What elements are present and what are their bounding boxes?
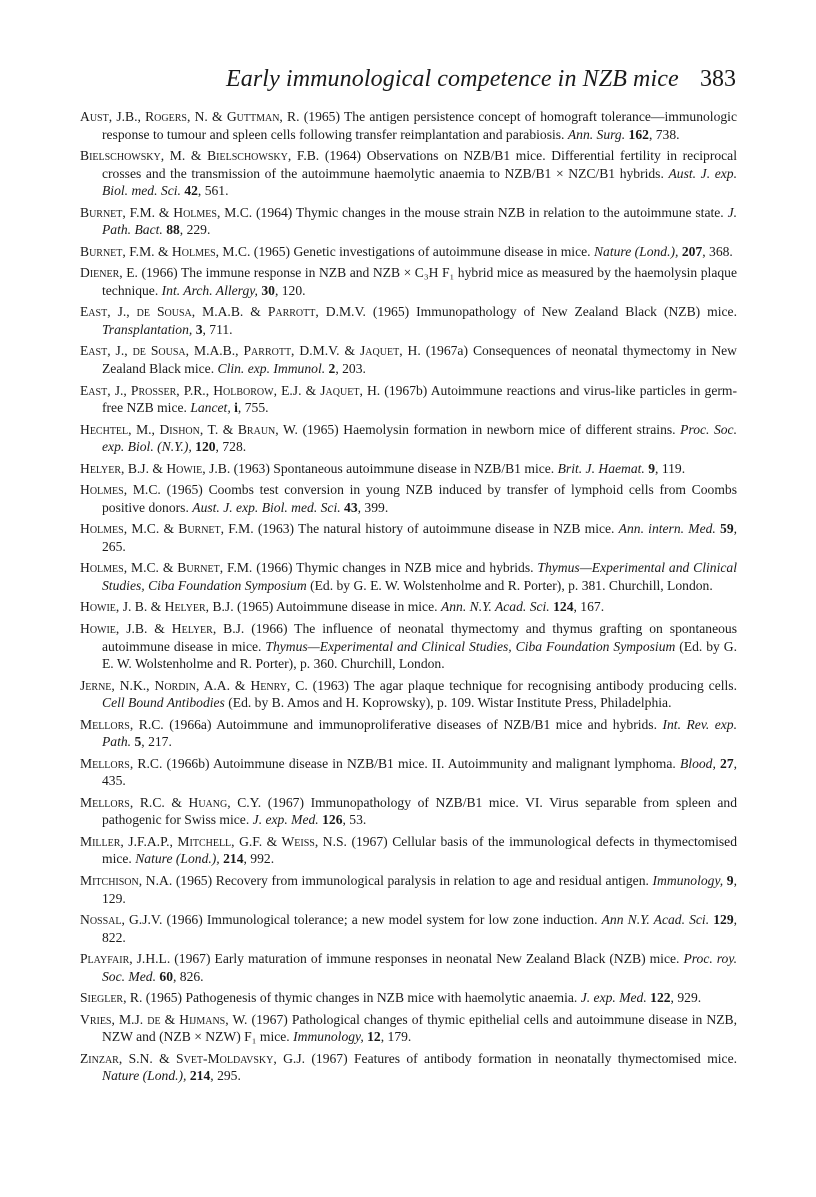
reference-entry: East, J., de Sousa, M.A.B. & Parrott, D.M.V. (1965) Immunopathology of New Zealand Black (NZB) mice. Transplantation, 3, 711. [80,304,737,337]
reference-entry: Mitchison, N.A. (1965) Recovery from immunological paralysis in relation to age and residual antigen. Immunology, 9, 129. [80,872,737,906]
running-title: Early immunological competence in NZB mice [226,66,679,92]
reference-entry: Burnet, F.M. & Holmes, M.C. (1964) Thymic changes in the mouse strain NZB in relation to the autoimmune state. J. Path. Bact. 88, 229. [80,204,737,238]
page-number: 383 [700,66,736,92]
reference-entry: Playfair, J.H.L. (1967) Early maturation of immune responses in neonatal New Zealand Black (NZB) mice. Proc. roy. Soc. Med. 60, 826. [80,951,738,984]
reference-entry: Helyer, B.J. & Howie, J.B. (1963) Spontaneous autoimmune disease in NZB/B1 mice. Brit. J. Haemat. 9, 119. [80,460,686,476]
reference-entry: East, J., Prosser, P.R., Holborow, E.J. & Jaquet, H. (1967b) Autoimmune reactions and virus-like particles in germ-free NZB mice. Lancet, i, 755. [80,382,738,416]
reference-entry: Nossal, G.J.V. (1966) Immunological tolerance; a new model system for low zone induction. Ann N.Y. Acad. Sci. 129, 822. [80,912,738,945]
reference-entry: Holmes, M.C. & Burnet, F.M. (1963) The natural history of autoimmune disease in NZB mice. Ann. intern. Med. 59, 265. [80,521,738,554]
running-header [0,66,816,102]
reference-entry: Aust, J.B., Rogers, N. & Guttman, R. (1965) The antigen persistence concept of homograft tolerance—immunologic response to tumour and spleen cells following transfer reimplantation and parabiosis. Ann. Surg. 162, 738. [80,109,737,142]
reference-entry: Mellors, R.C. (1966a) Autoimmune and immunoproliferative diseases of NZB/B1 mice and hybrids. Int. Rev. exp. Path. 5, 217. [80,716,737,750]
reference-entry: Bielschowsky, M. & Bielschowsky, F.B. (1964) Observations on NZB/B1 mice. Differential fertility in reciprocal crosses and the transmission of the autoimmune haemolytic anaemia to NZB/B1 × NZC/B1 hybrids. Aust. J. exp. Biol. med. Sci. 42, 561. [80,148,737,199]
reference-list [80,108,737,1089]
reference-entry: Hechtel, M., Dishon, T. & Braun, W. (1965) Haemolysin formation in newborn mice of different strains. Proc. Soc. exp. Biol. (N.Y.), 120, 728. [80,421,737,455]
reference-entry: Mellors, R.C. & Huang, C.Y. (1967) Immunopathology of NZB/B1 mice. VI. Virus separable from spleen and pathogenic for Swiss mice. J. exp. Med. 126, 53. [80,794,737,828]
reference-entry: Jerne, N.K., Nordin, A.A. & Henry, C. (1963) The agar plaque technique for recognising antibody producing cells. Cell Bound Antibodies (Ed. by B. Amos and H. Koprowsky), p. 109. Wistar Institute Press, Philadelphia. [80,677,737,711]
reference-entry: Holmes, M.C. (1965) Coombs test conversion in young NZB induced by transfer of lymphoid cells from Coombs positive donors. Aust. J. exp. Biol. med. Sci. 43, 399. [80,482,738,515]
reference-entry: Mellors, R.C. (1966b) Autoimmune disease in NZB/B1 mice. II. Autoimmunity and malignant lymphoma. Blood, 27, 435. [80,755,738,789]
reference-entry: East, J., de Sousa, M.A.B., Parrott, D.M.V. & Jaquet, H. (1967a) Consequences of neonatal thymectomy in New Zealand Black mice. Clin. exp. Immunol. 2, 203. [80,343,737,377]
reference-entry: Diener, E. (1966) The immune response in NZB and NZB × C₃H F₁ hybrid mice as measured by the haemolysin plaque technique. Int. Arch. Allergy, 30, 120. [80,265,737,298]
reference-entry: Howie, J. B. & Helyer, B.J. (1965) Autoimmune disease in mice. Ann. N.Y. Acad. Sci. 124, 167. [80,599,605,615]
reference-entry: Siegler, R. (1965) Pathogenesis of thymic changes in NZB mice with haemolytic anaemia. J. exp. Med. 122, 929. [80,990,702,1006]
reference-entry: Howie, J.B. & Helyer, B.J. (1966) The influence of neonatal thymectomy and thymus grafting on spontaneous autoimmune disease in mice. Thymus—Experimental and Clinical Studies, Ciba Foundation Symposium (Ed. by G. E. W. Wolstenholme and R. Porter), p. 360. Churchill, London. [80,620,738,672]
reference-entry: Burnet, F.M. & Holmes, M.C. (1965) Genetic investigations of autoimmune disease in mice. Nature (Lond.), 207, 368. [80,243,733,259]
reference-entry: Zinzar, S.N. & Svet-Moldavsky, G.J. (1967) Features of antibody formation in neonatally thymectomised mice. Nature (Lond.), 214, 295. [80,1050,738,1084]
reference-entry: Miller, J.F.A.P., Mitchell, G.F. & Weiss, N.S. (1967) Cellular basis of the immunological defects in thymectomised mice. Nature (Lond.), 214, 992. [80,833,737,867]
reference-entry: Vries, M.J. de & Hijmans, W. (1967) Pathological changes of thymic epithelial cells and autoimmune disease in NZB, NZW and (NZB × NZW) F₁ mice. Immunology, 12, 179. [80,1011,738,1045]
reference-entry: Holmes, M.C. & Burnet, F.M. (1966) Thymic changes in NZB mice and hybrids. Thymus—Experimental and Clinical Studies, Ciba Foundation Symposium (Ed. by G. E. W. Wolstenholme and R. Porter), p. 381. Churchill, London. [80,560,737,593]
